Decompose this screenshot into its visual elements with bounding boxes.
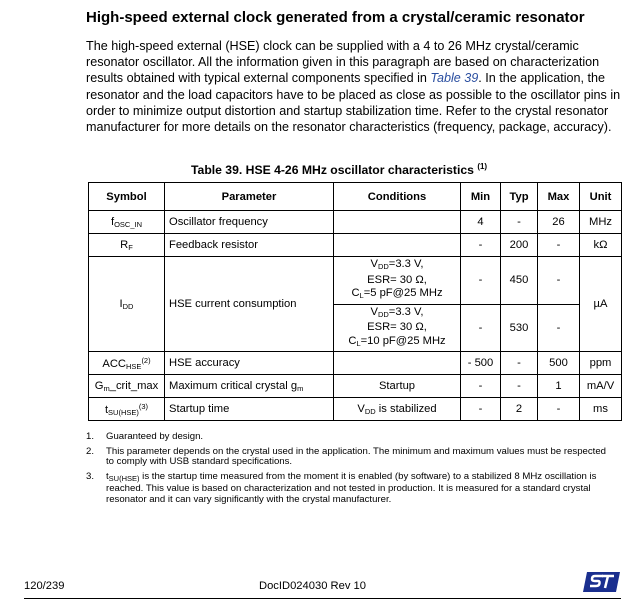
symbol-footnote: (3): [138, 401, 149, 411]
conditions-cell: [334, 352, 461, 375]
cond-vdd: [338, 306, 456, 322]
header-unit: Unit: [580, 183, 622, 211]
unit-cell: ms: [580, 398, 622, 421]
parameter-cell: HSE current consumption: [165, 257, 334, 352]
caption-text: Table 39. HSE 4-26 MHz oscillator characteristics: [191, 163, 474, 177]
cond-vdd: [338, 258, 456, 274]
cl-val: =10 pF@25 MHz: [360, 334, 446, 347]
table-row-idd-1: [89, 257, 622, 305]
cl-val: =5 pF@25 MHz: [363, 287, 443, 299]
symbol-cell: [89, 375, 165, 398]
table-row-rf: [89, 234, 622, 257]
unit-cell: MHz: [580, 211, 622, 234]
min-cell: -: [461, 234, 501, 257]
parameter-cell: Feedback resistor: [165, 234, 334, 257]
note-text: This parameter depends on the crystal used in the application. The minimum and maximum values must be respected to comply with USB standard specifications.: [106, 445, 607, 467]
table-row-fosc: [89, 211, 622, 234]
note-number: 1.: [86, 431, 95, 442]
section-heading: High-speed external clock generated from a crystal/ceramic resonator: [86, 9, 585, 26]
cl-main: C: [351, 287, 360, 299]
conditions-cell: [334, 398, 461, 421]
table-caption: [191, 162, 487, 177]
symbol-main: R: [120, 238, 129, 251]
symbol-sub: F: [128, 242, 133, 252]
unit-cell: kΩ: [580, 234, 622, 257]
symbol-main: t: [104, 403, 109, 416]
note-3: [86, 472, 608, 506]
min-cell: -: [461, 257, 501, 305]
typ-cell: 450: [501, 257, 538, 305]
min-cell: 4: [461, 211, 501, 234]
table-header-row: [89, 183, 622, 211]
conditions-cell: [334, 211, 461, 234]
min-cell: - 500: [461, 352, 501, 375]
header-max: Max: [538, 183, 580, 211]
symbol-sub: HSE: [126, 361, 142, 371]
typ-cell: -: [501, 352, 538, 375]
header-typ: Typ: [501, 183, 538, 211]
conditions-cell: [334, 234, 461, 257]
table-row-acc: [89, 352, 622, 375]
vdd-sub: DD: [377, 309, 389, 319]
symbol-main: G: [94, 379, 104, 392]
table-39-link[interactable]: Table 39: [430, 71, 479, 86]
caption-footnote: (1): [477, 162, 488, 171]
parameter-cell: Startup time: [165, 398, 334, 421]
symbol-main: I: [119, 297, 123, 310]
table-notes: [86, 432, 608, 509]
note-1: [86, 432, 608, 443]
page-number: 120/239: [24, 580, 65, 592]
header-conditions: Conditions: [334, 183, 461, 211]
para-text-2: . In the application, the resonator and the load capacitors have to be placed as close as possible to the oscillator pins in order to minimize output distortion and startup stabilization time. Refer to the crystal resonator manufacturer for more details on the resonator characteristics (frequency, package, accuracy).: [86, 71, 621, 135]
unit-cell: µA: [580, 257, 622, 352]
max-cell: -: [538, 257, 580, 305]
table-row-tsu: [89, 398, 622, 421]
unit-cell: ppm: [580, 352, 622, 375]
param-main: Maximum critical crystal g: [169, 379, 298, 392]
header-min: Min: [461, 183, 501, 211]
vdd-val: =3.3 V,: [388, 305, 424, 318]
max-cell: 500: [538, 352, 580, 375]
min-cell: -: [461, 398, 501, 421]
min-cell: -: [461, 375, 501, 398]
st-logo: [583, 570, 621, 599]
symbol-cell: [89, 257, 165, 352]
typ-cell: 530: [501, 304, 538, 352]
symbol-sub: OSC_IN: [114, 219, 143, 229]
symbol-main: ACC: [102, 357, 127, 370]
document-id: DocID024030 Rev 10: [259, 580, 366, 592]
note-symbol-sub: SU(HSE): [108, 473, 140, 483]
max-cell: -: [538, 304, 580, 352]
unit-cell: mA/V: [580, 375, 622, 398]
symbol-cell: [89, 398, 165, 421]
header-symbol: Symbol: [89, 183, 165, 211]
max-cell: -: [538, 234, 580, 257]
symbol-cell: [89, 211, 165, 234]
cl-main: C: [348, 334, 357, 347]
symbol-main: f: [110, 215, 115, 228]
cond-esr: ESR= 30 Ω,: [367, 321, 427, 333]
parameter-cell: Oscillator frequency: [165, 211, 334, 234]
min-cell: -: [461, 304, 501, 352]
note-number: 2.: [86, 445, 95, 457]
hse-oscillator-table: [88, 182, 622, 421]
table-row-gm: [89, 375, 622, 398]
symbol-cell: [89, 234, 165, 257]
param-sub: m: [297, 383, 304, 393]
st-logo-icon: [583, 570, 621, 594]
cond-rest: is stabilized: [375, 402, 437, 415]
note-2: [86, 447, 608, 468]
cond-esr: ESR= 30 Ω,: [367, 273, 427, 286]
typ-cell: 200: [501, 234, 538, 257]
typ-cell: -: [501, 375, 538, 398]
vdd-main: V: [370, 258, 378, 270]
cond-sub: DD: [364, 406, 376, 416]
symbol-sub: DD: [122, 301, 134, 311]
note-body: is the startup time measured from the moment it is enabled (by software) to a stabilized 8 MHz oscillation is reached. This value is based on characterization and not tested in production. It is measured for a standard crystal resonator and it can vary significantly with the crystal manufacturer.: [106, 470, 597, 505]
cond-cl: [338, 335, 456, 351]
conditions-cell: [334, 304, 461, 352]
cond-main: V: [357, 402, 365, 415]
vdd-main: V: [370, 305, 378, 318]
max-cell: 26: [538, 211, 580, 234]
footer-rule: [24, 598, 621, 599]
parameter-cell: [165, 375, 334, 398]
typ-cell: -: [501, 211, 538, 234]
header-parameter: Parameter: [165, 183, 334, 211]
vdd-val: =3.3 V,: [388, 258, 424, 270]
max-cell: 1: [538, 375, 580, 398]
symbol-rest: _crit_max: [109, 379, 159, 392]
note-symbol: t: [106, 470, 109, 482]
para-text-1: The high-speed external (HSE) clock can be supplied with a 4 to 26 MHz crystal/ceramic resonator oscillator. All the information given in this paragraph are based on characterization results obtained with typical external components specified in: [86, 39, 600, 86]
note-text: [106, 472, 608, 506]
section-paragraph: [86, 38, 621, 135]
symbol-sub: SU(HSE): [108, 407, 139, 417]
cl-sub: L: [359, 291, 364, 300]
note-text: Guaranteed by design.: [106, 431, 204, 442]
cond-cl: [338, 287, 456, 303]
conditions-cell: [334, 257, 461, 305]
note-number: 3.: [86, 470, 95, 482]
symbol-footnote: (2): [141, 355, 151, 365]
max-cell: -: [538, 398, 580, 421]
parameter-cell: HSE accuracy: [165, 352, 334, 375]
cl-sub: L: [356, 338, 361, 348]
conditions-cell: Startup: [334, 375, 461, 398]
typ-cell: 2: [501, 398, 538, 421]
vdd-sub: DD: [377, 262, 389, 271]
symbol-sub: m: [103, 383, 110, 393]
symbol-cell: [89, 352, 165, 375]
